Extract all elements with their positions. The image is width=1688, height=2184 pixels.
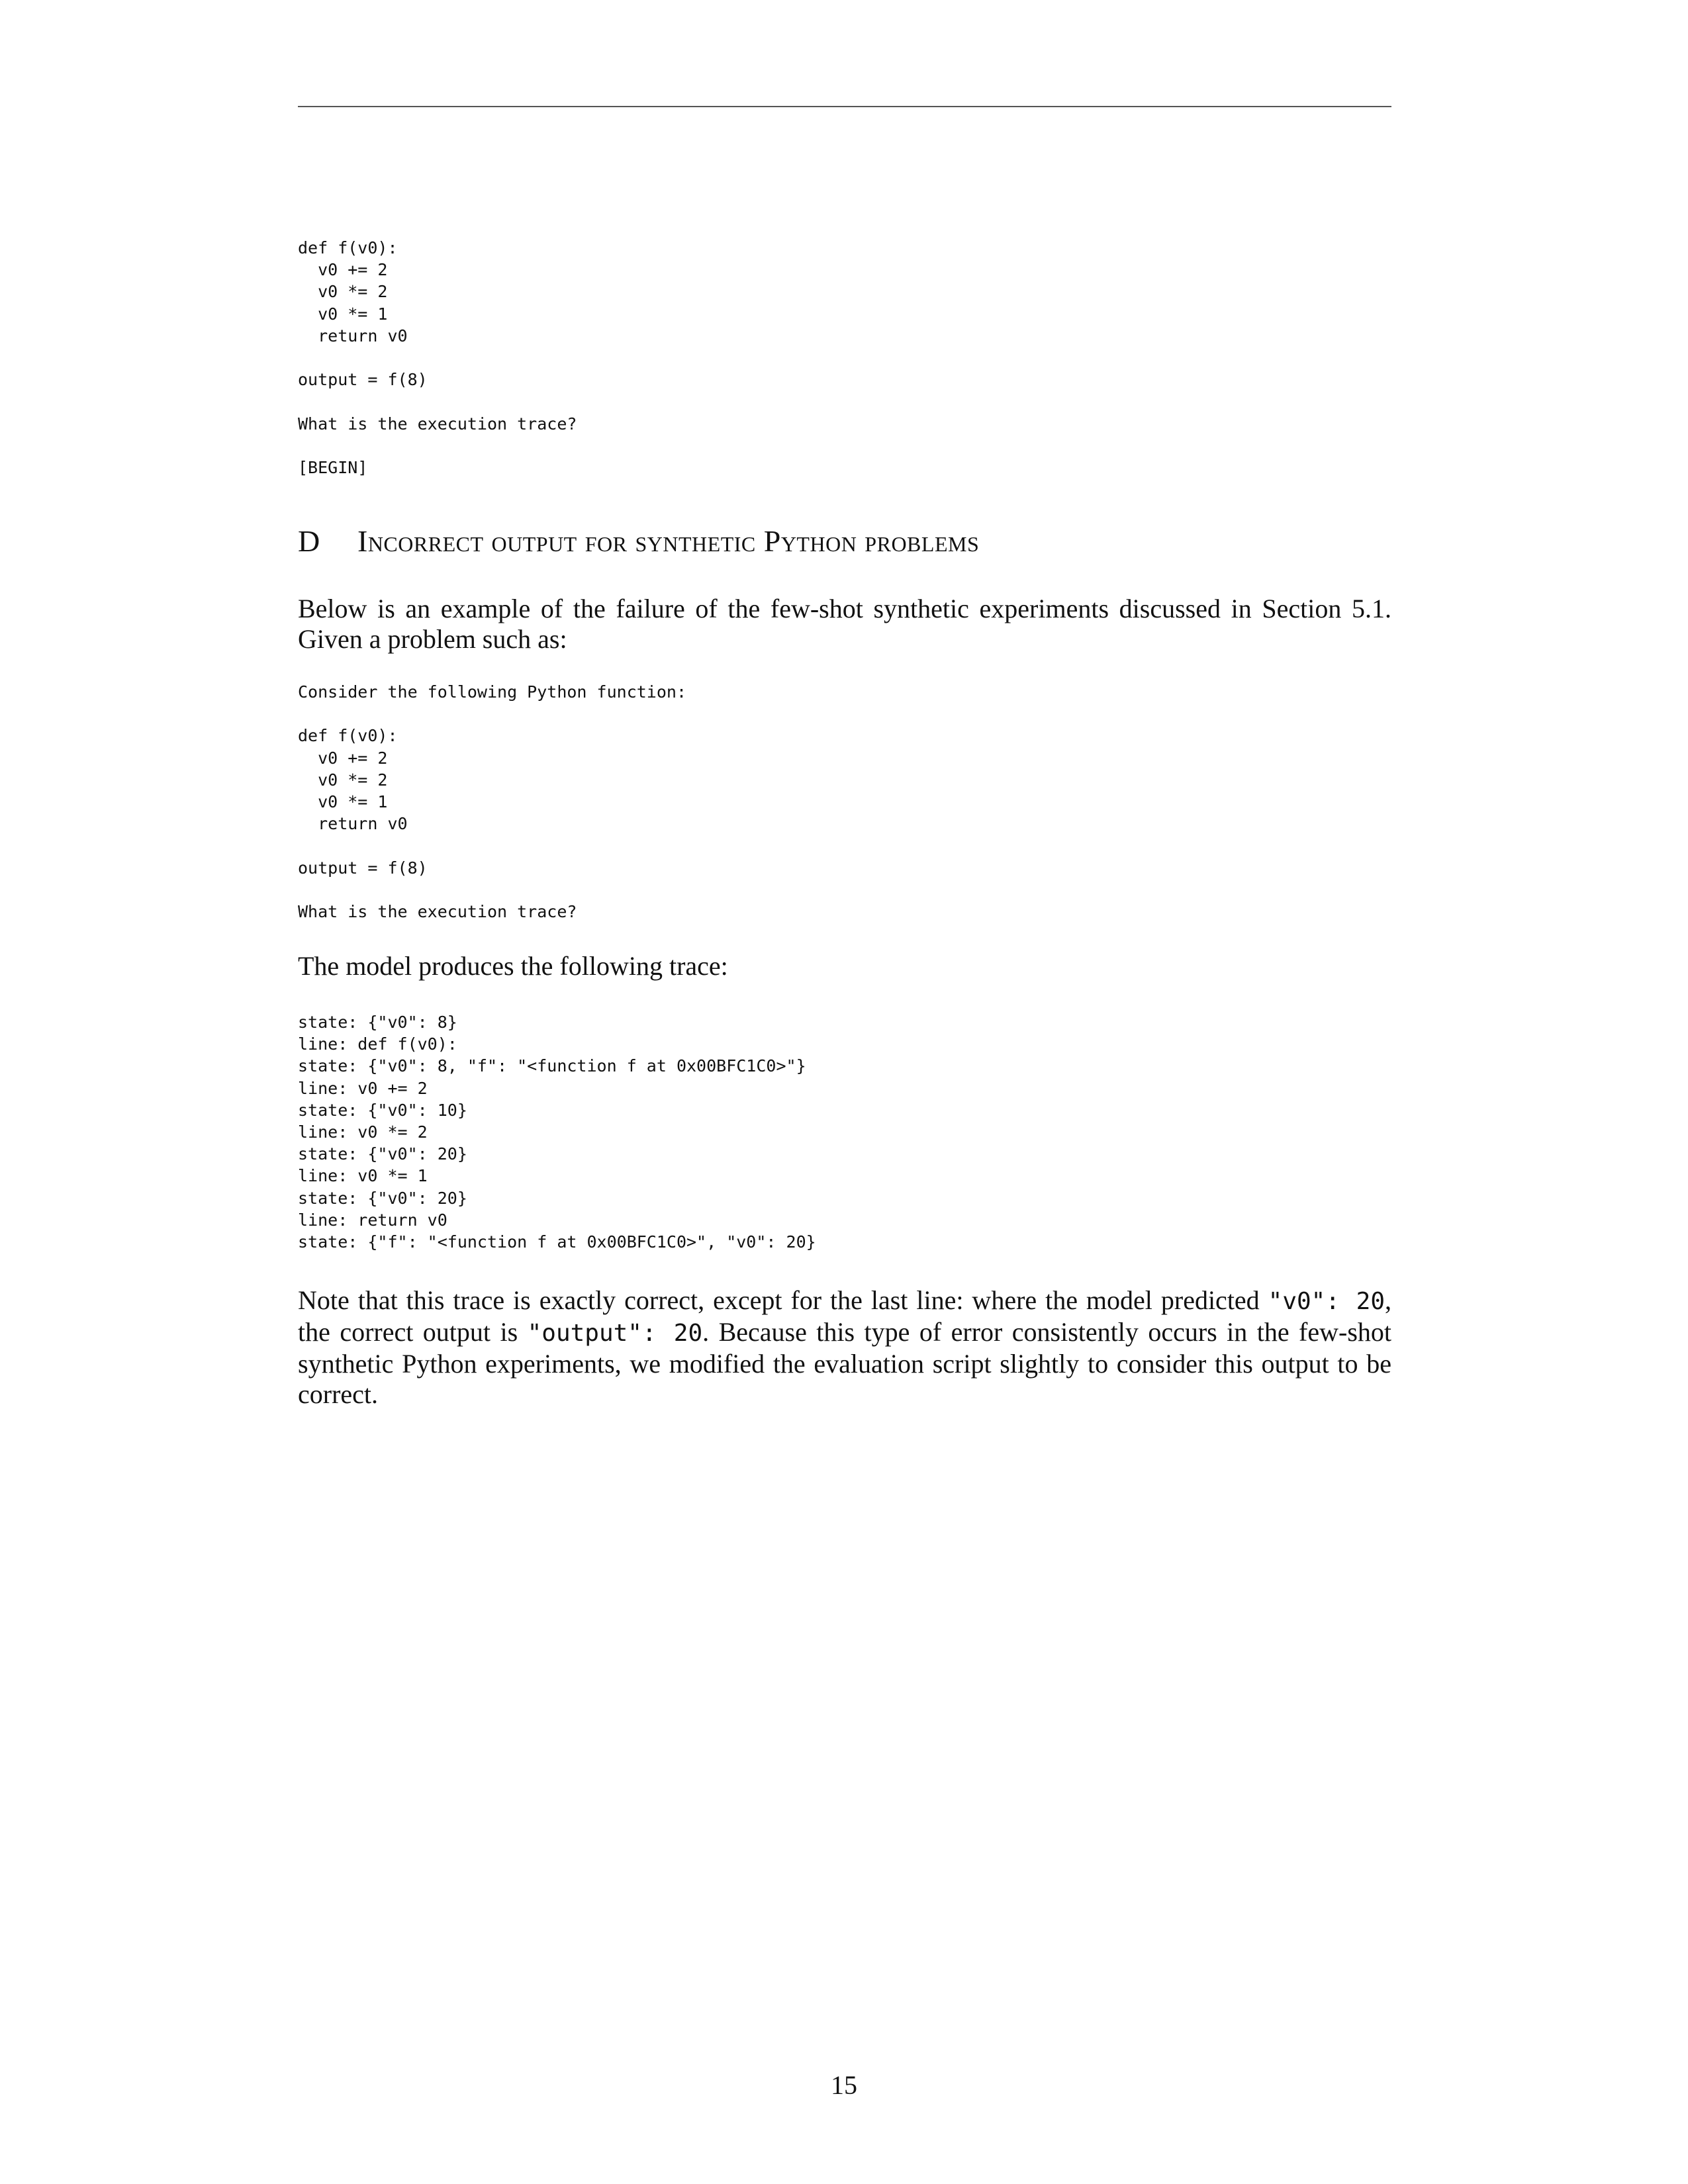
note-text-1: Note that this trace is exactly correct, except for the last line: where the model predicted [298,1285,1268,1315]
section-title: Incorrect output for synthetic Python problems [357,524,980,558]
header-rule [298,106,1391,107]
code-listing-trace: state: {"v0": 8} line: def f(v0): state: {"v0": 8, "f": "<function f at 0x00BFC1C0>"} line: v0 += 2 state: {"v0": 10} line: v0 *= 2 state: {"v0": 20} line: v0 *= 1 state: {"v0": 20} line: return v0 state: {"f": "<function f at 0x00BFC1C0>", "v0": 20} [298,1013,816,1252]
code-listing-problem: Consider the following Python function: def f(v0): v0 += 2 v0 *= 2 v0 *= 1 return v0 output = f(8) What is the execution trace? [298,682,686,922]
section-number: D [298,524,320,558]
inline-code-output: "output": 20 [527,1320,703,1347]
code-listing-prompt-tail: def f(v0): v0 += 2 v0 *= 2 v0 *= 1 return v0 output = f(8) What is the execution trace? [BEGIN] [298,238,577,478]
note-paragraph [298,1285,1391,1410]
note-text-3: . Because this type of error consistently occurs in the few-shot synthetic Python experiments, we modified the evaluation script slightly to consider this output to be correct. [298,1317,1392,1409]
model-trace-paragraph: The model produces the following trace: [298,951,728,981]
page-number: 15 [831,2070,857,2100]
intro-paragraph: Below is an example of the failure of the few-shot synthetic experiments discussed in Section 5.1. Given a problem such as: [298,594,1391,654]
section-heading [298,523,979,560]
inline-code-v0: "v0": 20 [1268,1288,1385,1315]
note-text-2: , the correct output is [298,1285,1391,1347]
